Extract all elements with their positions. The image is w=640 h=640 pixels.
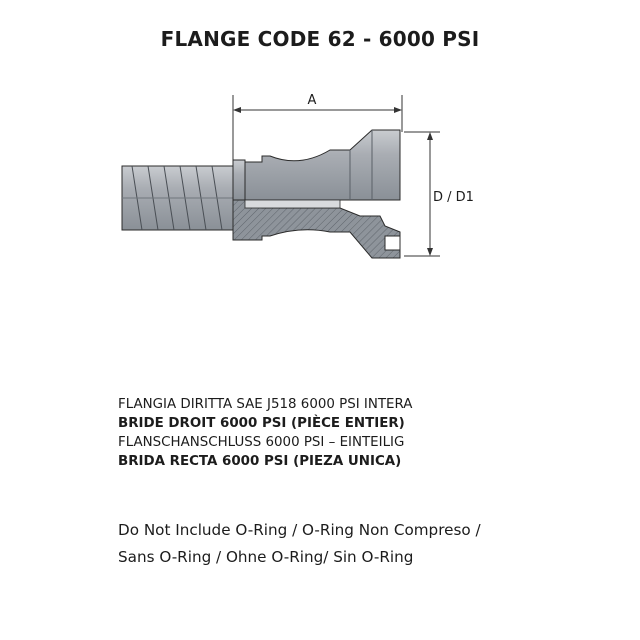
description-spanish: BRIDA RECTA 6000 PSI (PIEZA UNICA) (118, 454, 402, 469)
product-descriptions (118, 395, 412, 471)
hose-tail (122, 166, 234, 230)
dimension-a-label: A (307, 93, 317, 108)
o-ring-notes (118, 517, 481, 571)
dimension-d (404, 132, 474, 256)
page-title: FLANGE CODE 62 - 6000 PSI (160, 27, 480, 51)
description-german: FLANSCHANSCHLUSS 6000 PSI – EINTEILIG (118, 435, 405, 450)
fitting-body-section (233, 200, 400, 258)
dimension-d-label: D / D1 (433, 190, 474, 205)
fitting-body-exterior (233, 130, 400, 200)
description-french: BRIDE DROIT 6000 PSI (PIÈCE ENTIER) (118, 416, 405, 431)
flange-fitting-drawing (100, 85, 474, 265)
o-ring-note-line-1: Do Not Include O-Ring / O-Ring Non Compreso / (118, 521, 481, 539)
o-ring-note-line-2: Sans O-Ring / Ohne O-Ring/ Sin O-Ring (118, 548, 414, 566)
description-italian: FLANGIA DIRITTA SAE J518 6000 PSI INTERA (118, 397, 413, 412)
